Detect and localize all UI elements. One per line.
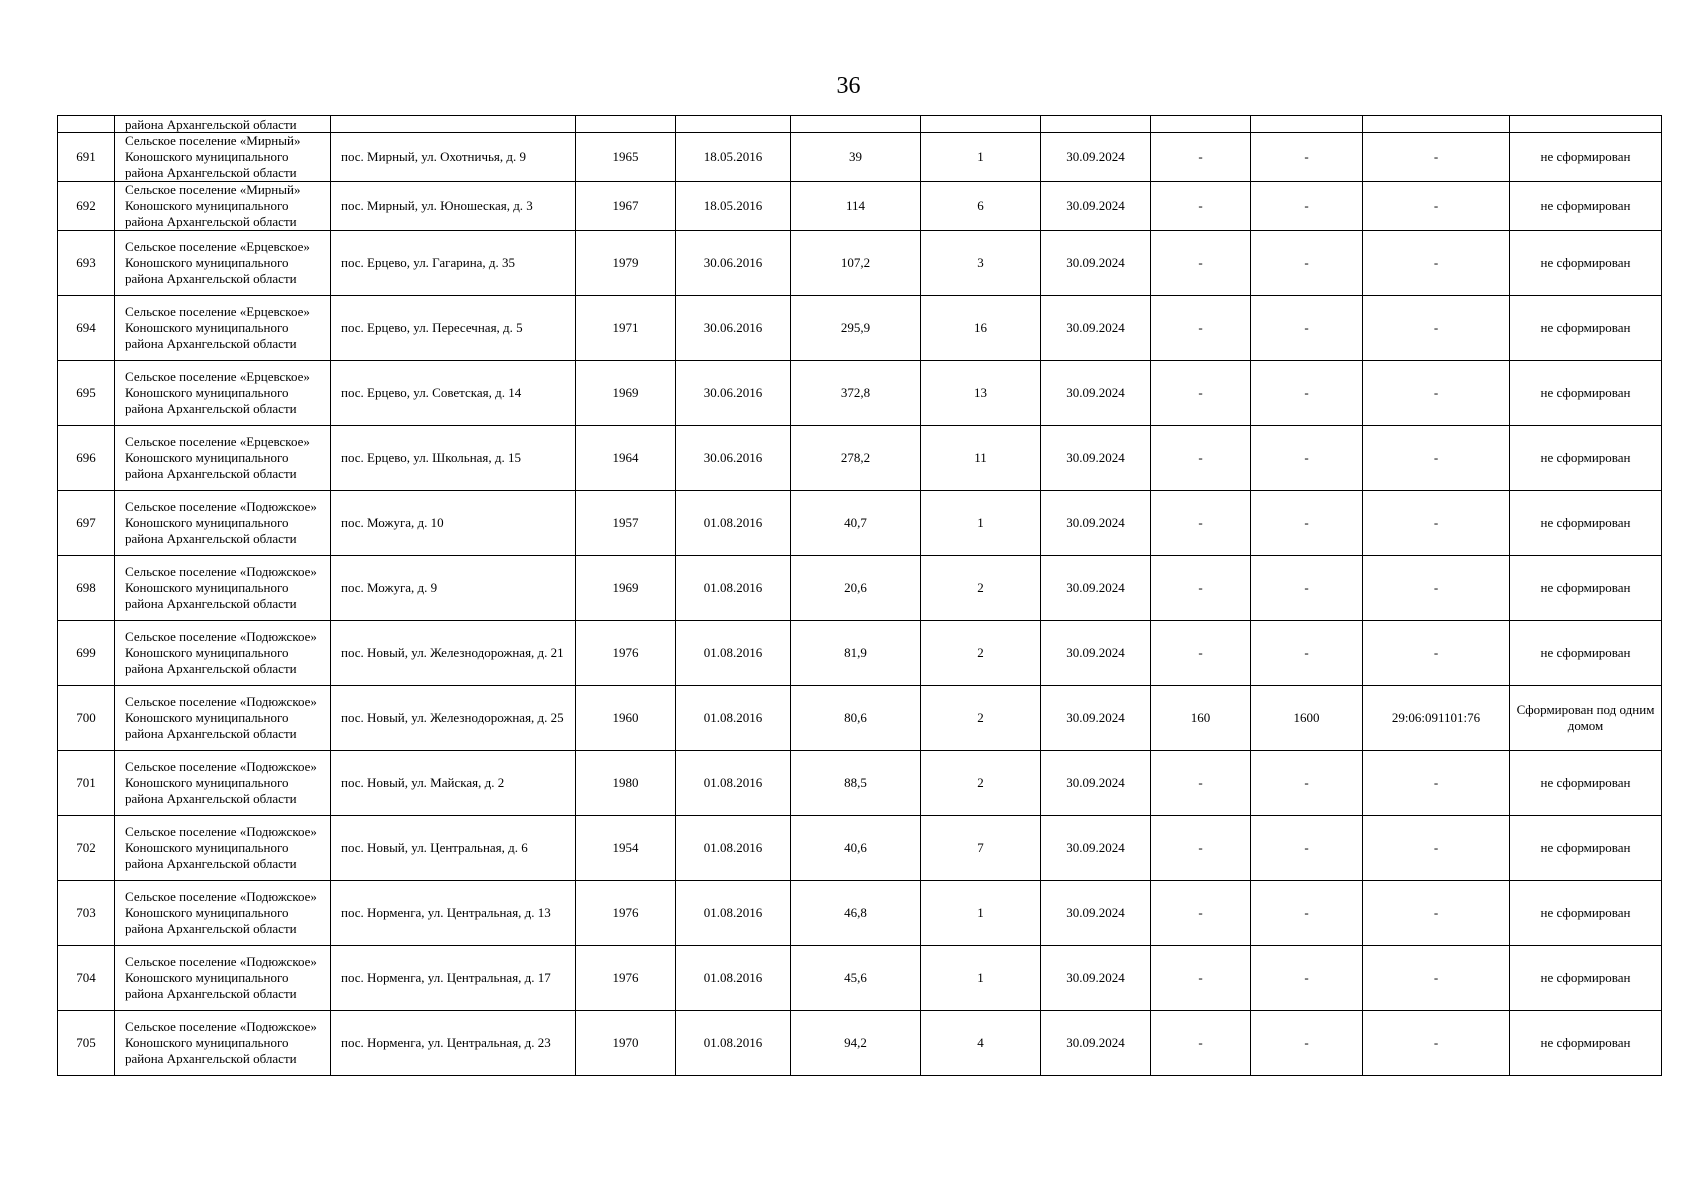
cell-address: пос. Мирный, ул. Охотничья, д. 9 [331,133,576,182]
cell-deadline: 30.09.2024 [1041,1011,1151,1076]
cell-date: 01.08.2016 [676,556,791,621]
cell-status: не сформирован [1510,182,1662,231]
cell-year: 1964 [576,426,676,491]
table-row [58,426,1662,491]
cell-num: 698 [58,556,115,621]
cell-residents: 2 [921,621,1041,686]
cell-cadastral: - [1363,231,1510,296]
cell-num: 695 [58,361,115,426]
cell-deadline: 30.09.2024 [1041,621,1151,686]
cell-year [576,116,676,133]
cell-num [58,116,115,133]
cell-deadline: 30.09.2024 [1041,686,1151,751]
cell-address: пос. Мирный, ул. Юношеская, д. 3 [331,182,576,231]
cell-col10: - [1251,182,1363,231]
cell-status: не сформирован [1510,881,1662,946]
cell-year: 1969 [576,556,676,621]
table-row [58,1011,1662,1076]
cell-deadline [1041,116,1151,133]
cell-col9 [1151,116,1251,133]
cell-date: 01.08.2016 [676,881,791,946]
cell-date: 01.08.2016 [676,686,791,751]
table-row [58,133,1662,182]
cell-cadastral: - [1363,621,1510,686]
cell-cadastral: - [1363,881,1510,946]
cell-owner: Сельское поселение «Подюжское» Коношского муниципального района Архангельской области [115,751,331,816]
cell-status: не сформирован [1510,1011,1662,1076]
cell-address: пос. Ерцево, ул. Советская, д. 14 [331,361,576,426]
cell-num: 701 [58,751,115,816]
cell-cadastral [1363,116,1510,133]
cell-cadastral: - [1363,182,1510,231]
table-row [58,361,1662,426]
cell-residents: 1 [921,881,1041,946]
cell-cadastral: - [1363,426,1510,491]
cell-address [331,116,576,133]
cell-owner: Сельское поселение «Подюжское» Коношского муниципального района Архангельской области [115,556,331,621]
cell-residents: 2 [921,686,1041,751]
cell-area: 114 [791,182,921,231]
cell-col9: - [1151,881,1251,946]
cell-area: 278,2 [791,426,921,491]
cell-deadline: 30.09.2024 [1041,361,1151,426]
cell-year: 1970 [576,1011,676,1076]
cell-status [1510,116,1662,133]
cell-col10: - [1251,751,1363,816]
cell-residents: 13 [921,361,1041,426]
cell-owner: Сельское поселение «Подюжское» Коношского муниципального района Архангельской области [115,686,331,751]
cell-num: 693 [58,231,115,296]
cell-address: пос. Ерцево, ул. Пересечная, д. 5 [331,296,576,361]
cell-owner: Сельское поселение «Ерцевское» Коношского муниципального района Архангельской области [115,361,331,426]
cell-year: 1976 [576,946,676,1011]
cell-area: 81,9 [791,621,921,686]
cell-col9: - [1151,556,1251,621]
cell-date: 01.08.2016 [676,1011,791,1076]
cell-owner: Сельское поселение «Подюжское» Коношского муниципального района Архангельской области [115,621,331,686]
page-number: 36 [836,73,861,99]
cell-address: пос. Новый, ул. Центральная, д. 6 [331,816,576,881]
cell-area: 20,6 [791,556,921,621]
table-row [58,182,1662,231]
cell-area: 88,5 [791,751,921,816]
cell-col9: 160 [1151,686,1251,751]
cell-deadline: 30.09.2024 [1041,231,1151,296]
cell-deadline: 30.09.2024 [1041,946,1151,1011]
cell-num: 692 [58,182,115,231]
cell-deadline: 30.09.2024 [1041,881,1151,946]
cell-year: 1971 [576,296,676,361]
cell-col10: - [1251,231,1363,296]
cell-col9: - [1151,231,1251,296]
cell-col10: - [1251,296,1363,361]
cell-status: не сформирован [1510,816,1662,881]
cell-deadline: 30.09.2024 [1041,556,1151,621]
cell-area: 40,6 [791,816,921,881]
cell-col10: - [1251,556,1363,621]
cell-deadline: 30.09.2024 [1041,751,1151,816]
cell-num: 702 [58,816,115,881]
cell-date: 18.05.2016 [676,182,791,231]
cell-col9: - [1151,621,1251,686]
cell-address: пос. Новый, ул. Железнодорожная, д. 25 [331,686,576,751]
cell-cadastral: - [1363,946,1510,1011]
cell-col9: - [1151,133,1251,182]
cell-num: 694 [58,296,115,361]
cell-area: 80,6 [791,686,921,751]
cell-col9: - [1151,491,1251,556]
cell-col9: - [1151,296,1251,361]
table-row [58,816,1662,881]
continuation-row [58,116,1662,133]
cell-address: пос. Ерцево, ул. Школьная, д. 15 [331,426,576,491]
table-row [58,491,1662,556]
cell-deadline: 30.09.2024 [1041,426,1151,491]
cell-residents [921,116,1041,133]
cell-address: пос. Новый, ул. Железнодорожная, д. 21 [331,621,576,686]
cell-owner: Сельское поселение «Подюжское» Коношского муниципального района Архангельской области [115,491,331,556]
cell-area: 295,9 [791,296,921,361]
cell-col9: - [1151,946,1251,1011]
cell-status: не сформирован [1510,491,1662,556]
cell-date: 01.08.2016 [676,946,791,1011]
cell-status: не сформирован [1510,296,1662,361]
cell-owner: Сельское поселение «Ерцевское» Коношского муниципального района Архангельской области [115,296,331,361]
cell-owner: района Архангельской области [115,116,331,133]
cell-deadline: 30.09.2024 [1041,816,1151,881]
table-row [58,621,1662,686]
cell-deadline: 30.09.2024 [1041,182,1151,231]
cell-deadline: 30.09.2024 [1041,296,1151,361]
table-row [58,556,1662,621]
cell-status: не сформирован [1510,946,1662,1011]
cell-col10: - [1251,133,1363,182]
cell-residents: 1 [921,946,1041,1011]
housing-registry-table [57,115,1662,1076]
cell-residents: 11 [921,426,1041,491]
cell-year: 1960 [576,686,676,751]
cell-cadastral: - [1363,751,1510,816]
cell-address: пос. Можуга, д. 10 [331,491,576,556]
cell-date: 30.06.2016 [676,231,791,296]
cell-area: 46,8 [791,881,921,946]
cell-date: 01.08.2016 [676,491,791,556]
cell-status: не сформирован [1510,361,1662,426]
cell-year: 1967 [576,182,676,231]
cell-area: 372,8 [791,361,921,426]
cell-col10: - [1251,426,1363,491]
cell-col10: - [1251,881,1363,946]
cell-owner: Сельское поселение «Подюжское» Коношского муниципального района Архангельской области [115,881,331,946]
cell-status: не сформирован [1510,556,1662,621]
cell-address: пос. Норменга, ул. Центральная, д. 13 [331,881,576,946]
cell-col10: 1600 [1251,686,1363,751]
cell-status: не сформирован [1510,231,1662,296]
cell-date: 30.06.2016 [676,296,791,361]
cell-num: 704 [58,946,115,1011]
cell-date: 18.05.2016 [676,133,791,182]
cell-address: пос. Новый, ул. Майская, д. 2 [331,751,576,816]
cell-col10: - [1251,816,1363,881]
cell-col10: - [1251,361,1363,426]
cell-year: 1979 [576,231,676,296]
cell-date: 01.08.2016 [676,816,791,881]
table-row [58,881,1662,946]
cell-address: пос. Норменга, ул. Центральная, д. 23 [331,1011,576,1076]
cell-owner: Сельское поселение «Подюжское» Коношского муниципального района Архангельской области [115,816,331,881]
cell-residents: 1 [921,133,1041,182]
cell-year: 1976 [576,881,676,946]
cell-area: 40,7 [791,491,921,556]
cell-year: 1976 [576,621,676,686]
cell-year: 1954 [576,816,676,881]
cell-owner: Сельское поселение «Мирный» Коношского муниципального района Архангельской области [115,182,331,231]
cell-residents: 1 [921,491,1041,556]
cell-col10: - [1251,946,1363,1011]
cell-status: не сформирован [1510,426,1662,491]
cell-residents: 3 [921,231,1041,296]
cell-date: 30.06.2016 [676,426,791,491]
cell-date [676,116,791,133]
cell-address: пос. Норменга, ул. Центральная, д. 17 [331,946,576,1011]
cell-cadastral: 29:06:091101:76 [1363,686,1510,751]
cell-cadastral: - [1363,296,1510,361]
cell-residents: 6 [921,182,1041,231]
cell-col10: - [1251,1011,1363,1076]
cell-col9: - [1151,816,1251,881]
cell-col10: - [1251,491,1363,556]
cell-deadline: 30.09.2024 [1041,491,1151,556]
cell-deadline: 30.09.2024 [1041,133,1151,182]
cell-num: 696 [58,426,115,491]
cell-date: 30.06.2016 [676,361,791,426]
cell-cadastral: - [1363,361,1510,426]
cell-year: 1965 [576,133,676,182]
cell-area: 45,6 [791,946,921,1011]
cell-residents: 16 [921,296,1041,361]
cell-residents: 2 [921,556,1041,621]
cell-col9: - [1151,751,1251,816]
cell-num: 697 [58,491,115,556]
cell-year: 1969 [576,361,676,426]
cell-col9: - [1151,426,1251,491]
cell-year: 1957 [576,491,676,556]
cell-num: 699 [58,621,115,686]
cell-num: 691 [58,133,115,182]
cell-date: 01.08.2016 [676,621,791,686]
cell-cadastral: - [1363,133,1510,182]
cell-cadastral: - [1363,816,1510,881]
cell-status: не сформирован [1510,621,1662,686]
cell-area: 39 [791,133,921,182]
table-row [58,296,1662,361]
cell-owner: Сельское поселение «Мирный» Коношского муниципального района Архангельской области [115,133,331,182]
cell-status: не сформирован [1510,133,1662,182]
cell-residents: 2 [921,751,1041,816]
cell-cadastral: - [1363,491,1510,556]
cell-col10: - [1251,621,1363,686]
cell-col9: - [1151,1011,1251,1076]
cell-year: 1980 [576,751,676,816]
cell-area: 94,2 [791,1011,921,1076]
cell-col9: - [1151,361,1251,426]
table-row [58,946,1662,1011]
cell-cadastral: - [1363,556,1510,621]
cell-num: 705 [58,1011,115,1076]
cell-area: 107,2 [791,231,921,296]
table-row [58,751,1662,816]
cell-owner: Сельское поселение «Ерцевское» Коношского муниципального района Архангельской области [115,426,331,491]
cell-owner: Сельское поселение «Ерцевское» Коношского муниципального района Архангельской области [115,231,331,296]
table-row [58,686,1662,751]
cell-cadastral: - [1363,1011,1510,1076]
cell-num: 700 [58,686,115,751]
table-body [58,116,1662,1076]
cell-status: Сформирован под одним домом [1510,686,1662,751]
table-row [58,231,1662,296]
cell-owner: Сельское поселение «Подюжское» Коношского муниципального района Архангельской области [115,946,331,1011]
cell-address: пос. Ерцево, ул. Гагарина, д. 35 [331,231,576,296]
cell-date: 01.08.2016 [676,751,791,816]
cell-status: не сформирован [1510,751,1662,816]
cell-col9: - [1151,182,1251,231]
cell-num: 703 [58,881,115,946]
cell-area [791,116,921,133]
cell-owner: Сельское поселение «Подюжское» Коношского муниципального района Архангельской области [115,1011,331,1076]
cell-col10 [1251,116,1363,133]
cell-residents: 4 [921,1011,1041,1076]
cell-residents: 7 [921,816,1041,881]
cell-address: пос. Можуга, д. 9 [331,556,576,621]
